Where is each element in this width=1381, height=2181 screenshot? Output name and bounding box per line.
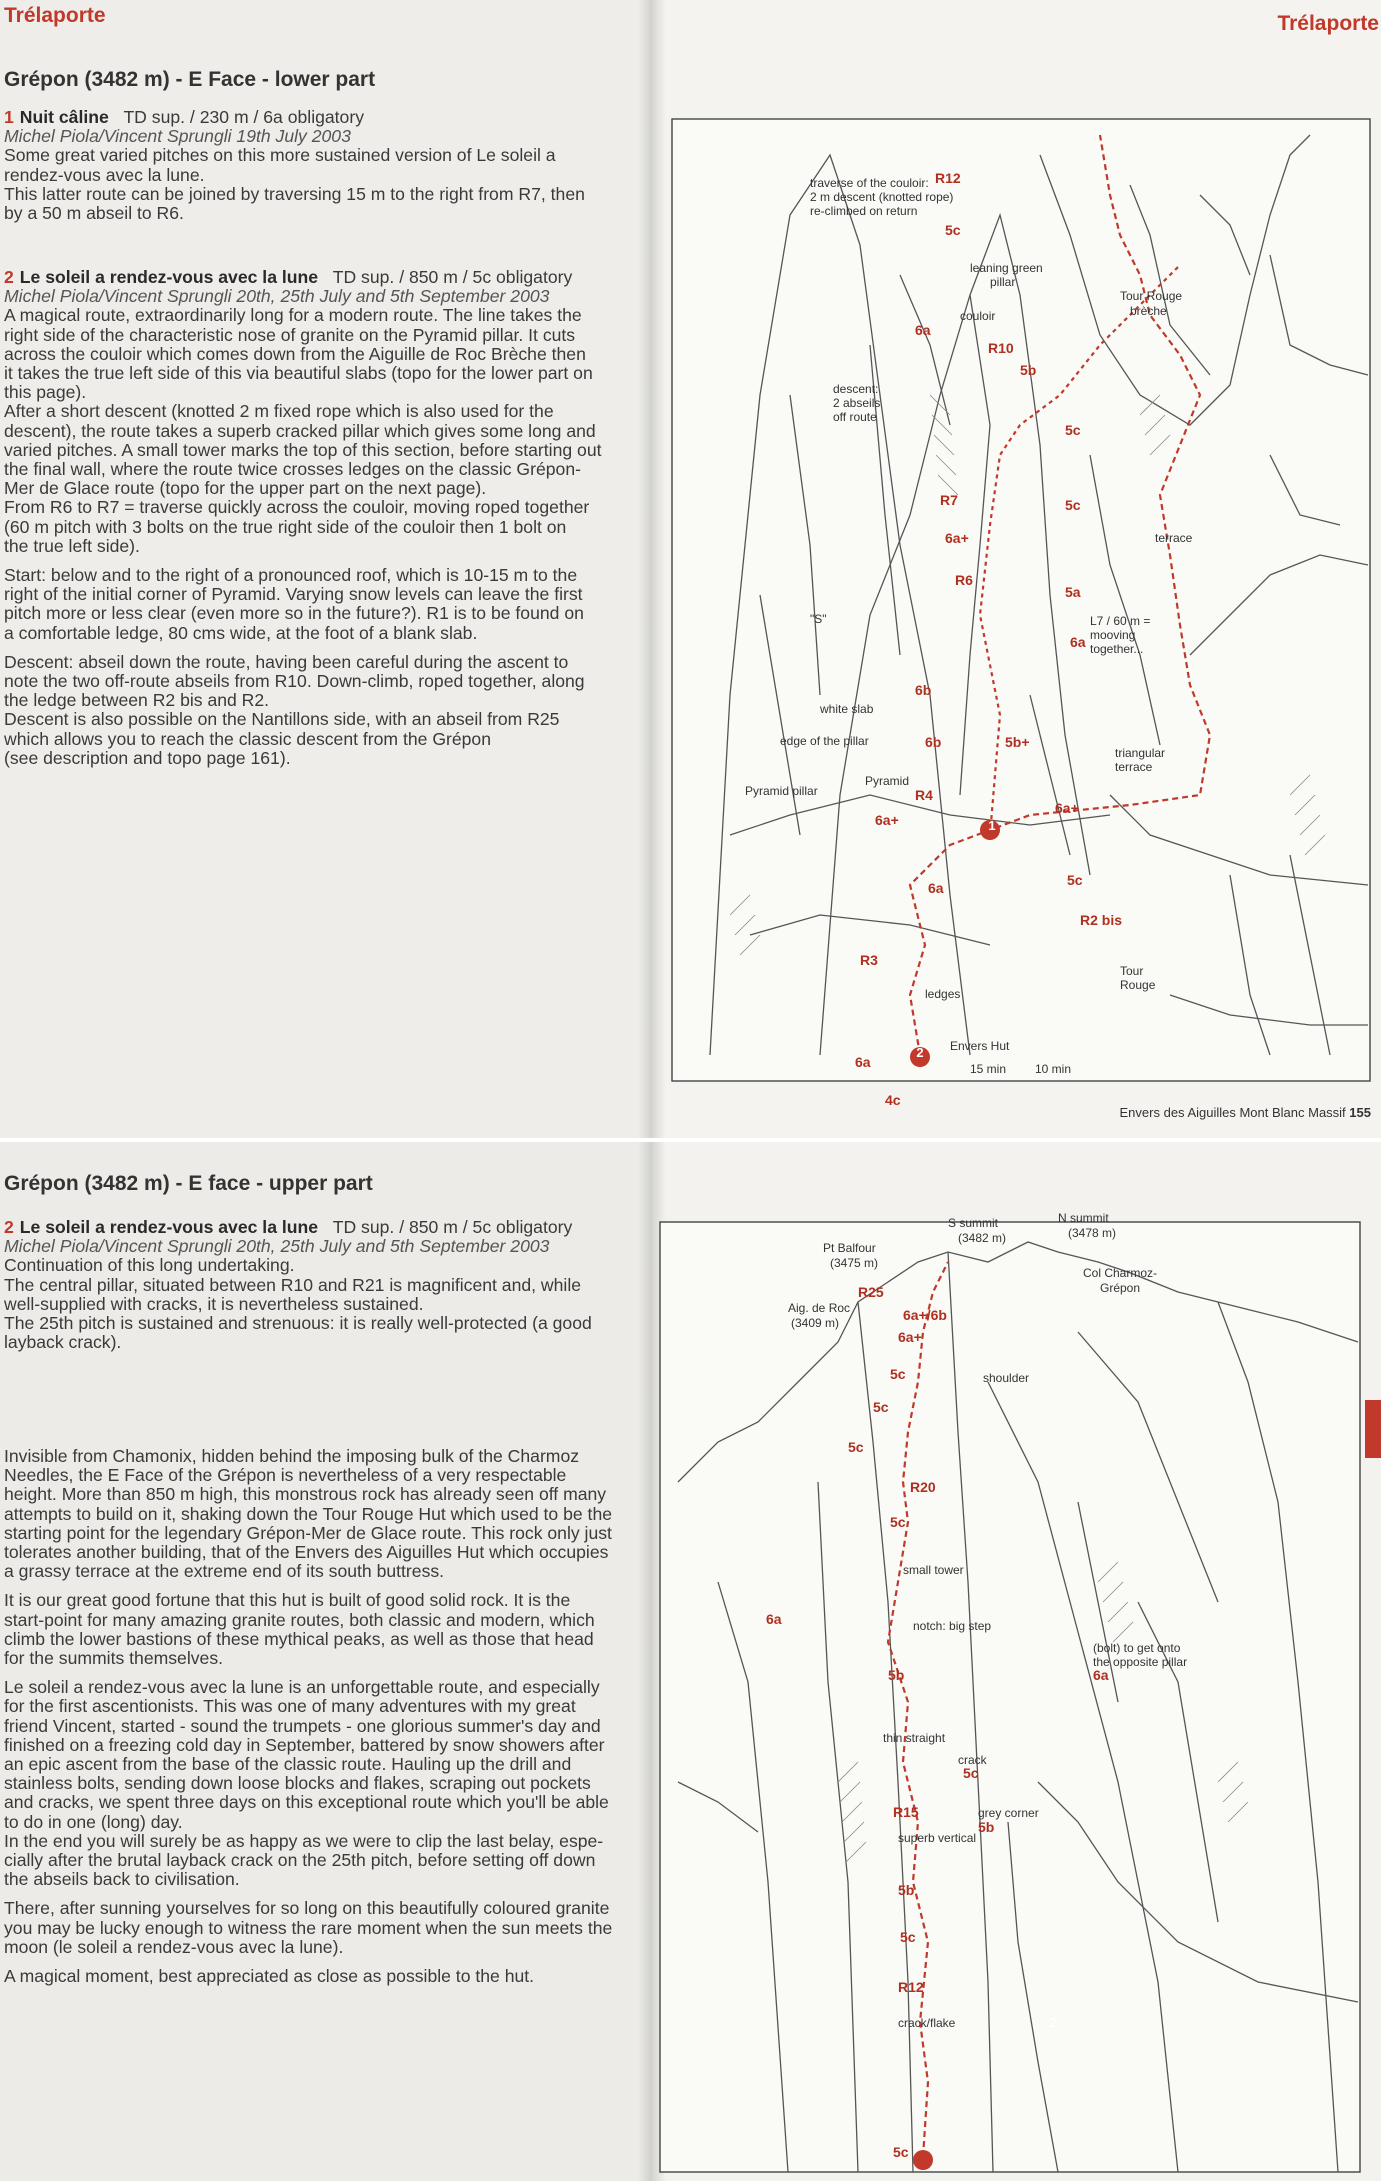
topo-text-label: L7 / 60 m = <box>1090 614 1151 628</box>
topo-text-label: 2 abseils <box>833 396 881 410</box>
text-line: this page). <box>4 382 87 403</box>
topo-text-label: ledges <box>925 987 961 1001</box>
topo-text-label: brèche <box>1130 304 1167 318</box>
page-footer <box>1120 1105 1371 1120</box>
route-number: 1 <box>4 107 14 127</box>
topo-grade-label: 6a <box>766 1611 782 1627</box>
route-authors: Michel Piola/Vincent Sprungli 20th, 25th July and 5th September 2003 <box>4 1236 550 1257</box>
text-line: the true left side). <box>4 535 140 556</box>
page-gutter <box>638 1142 652 2181</box>
route-grade: TD sup. / 850 m / 5c obligatory <box>332 267 573 287</box>
topo-text-label: Pyramid <box>865 774 910 788</box>
text-line: The central pillar, situated between R10 and R21 is magnificent and, while <box>4 1274 582 1295</box>
running-head-right: Trélaporte <box>1277 12 1379 35</box>
text-line: pitch more or less clear (even more so in the future?). R1 is to be found on <box>4 603 584 624</box>
topo-text-label: 2 m descent (knotted rope) <box>810 190 954 204</box>
topo-grade-label: 5b <box>1020 362 1037 378</box>
topo-grade-label: 6a <box>928 880 944 896</box>
page-gutter <box>638 0 652 1138</box>
topo-grade-label: 2 <box>1049 2015 1057 2030</box>
topo-grade-label: 6a+ <box>945 530 969 546</box>
topo-grade-label: 6a <box>915 322 931 338</box>
text-line: It is our great good fortune that this hut is built of good solid rock. It is the <box>4 1590 571 1611</box>
topo-grade-label: 5c <box>963 1765 979 1781</box>
text-line: cially after the brutal layback crack on the 25th pitch, before setting off down <box>4 1850 596 1871</box>
route-name: Le soleil a rendez-vous avec la lune <box>19 1217 319 1237</box>
topo-text-label: shoulder <box>983 1371 1030 1385</box>
text-line: by a 50 m abseil to R6. <box>4 203 184 224</box>
text-line: an epic ascent from the base of the classic route. Hauling up the drill and <box>4 1754 572 1775</box>
topo-grade-label: 5c <box>890 1514 906 1530</box>
text-line: for the summits themselves. <box>4 1648 224 1669</box>
topo-text-label: N summit <box>1058 1211 1109 1225</box>
topo-text-label: Pyramid pillar <box>745 784 818 798</box>
topo-text-label: couloir <box>960 309 996 323</box>
topo-grade-label: 5c <box>1065 497 1081 513</box>
text-line: climb the lower bastions of these mythical peaks, as well as those that head <box>4 1628 594 1649</box>
belay-markers <box>913 2150 933 2170</box>
topo-grade-label: 5c <box>1065 422 1081 438</box>
text-line: There, after sunning yourselves for so long on this beautifully coloured granite <box>4 1898 610 1919</box>
text-line: tolerates another building, that of the Envers des Aiguilles Hut which occupies <box>4 1542 609 1563</box>
topo-grade-label: 6a+/6b <box>903 1307 947 1323</box>
topo-grade-label: 5c <box>945 222 961 238</box>
text-line: From R6 to R7 = traverse quickly across the couloir, moving roped together <box>4 497 590 518</box>
text-line: Descent is also possible on the Nantillons side, with an abseil from R25 <box>4 709 560 730</box>
text-line: layback crack). <box>4 1332 122 1353</box>
route-2-description <box>4 306 634 768</box>
text-line: starting point for the legendary Grépon-Mer de Glace route. This rock only just <box>4 1522 612 1543</box>
topo-grade-label: 6a <box>855 1054 871 1070</box>
topo-grade-label: 5c <box>900 1929 916 1945</box>
text-line: the ledge between R2 bis and R2. <box>4 690 270 711</box>
text-line: well-supplied with cracks, it is nevertheless sustained. <box>4 1293 424 1314</box>
topo-grade-label: 5c <box>1067 872 1083 888</box>
topo-grade-label: 5b <box>978 1819 995 1835</box>
topo-text-label: together... <box>1090 642 1144 656</box>
text-line: it takes the true left side of this via beautiful slabs (topo for the lower part on <box>4 363 593 384</box>
page-upper-text <box>0 1142 652 2181</box>
topo-grade-label: 5b <box>898 1882 915 1898</box>
topo-text-label: 10 min <box>1035 1062 1072 1076</box>
topo-grade-label: R2 bis <box>1080 912 1123 928</box>
route-grade: TD sup. / 230 m / 6a obligatory <box>123 107 365 127</box>
section-title-upper: Grépon (3482 m) - E face - upper part <box>4 1172 373 1195</box>
topo-text-label: small tower <box>903 1563 964 1577</box>
route-name: Le soleil a rendez-vous avec la lune <box>19 267 319 287</box>
text-line: note the two off-route abseils from R10. Down-climb, roped together, along <box>4 671 585 692</box>
text-line: and cracks, we spent three days on this exceptional route which you'll be able <box>4 1792 609 1813</box>
text-line: Mer de Glace route (topo for the upper part on the next page). <box>4 478 487 499</box>
topo-text-label: white slab <box>820 702 874 716</box>
text-line: After a short descent (knotted 2 m fixed rope which is also used for the <box>4 401 554 422</box>
topo-grade-label: R12 <box>898 1979 924 1995</box>
text-line: the final wall, where the route twice crosses ledges on the classic Grépon- <box>4 459 581 480</box>
topo-grade-label: 5c <box>873 1399 889 1415</box>
topo-text-label: Pt Balfour <box>823 1241 876 1255</box>
topo-grade-label: R7 <box>940 492 958 508</box>
topo-text-label: (3478 m) <box>1068 1226 1117 1240</box>
topo-grade-label: 6b <box>915 682 932 698</box>
text-line: In the end you will surely be as happy as we were to clip the last belay, espe- <box>4 1830 604 1851</box>
text-line: A magical route, extraordinarily long for a modern route. The line takes the <box>4 305 582 326</box>
topo-text-label: S summit <box>948 1216 999 1230</box>
topo-grade-label: 4c <box>885 1092 901 1108</box>
topo-grade-label: 1 <box>988 818 996 833</box>
text-line: finished on a freezing cold day in September, battered by snow showers after <box>4 1734 605 1755</box>
page-gutter <box>652 0 666 1138</box>
route-2-upper-description <box>4 1256 634 1352</box>
topo-grade-label: 5b <box>888 1667 905 1683</box>
topo-text-label: Rouge <box>1120 978 1156 992</box>
topo-text-label: terrace <box>1115 760 1153 774</box>
topo-grade-label: R3 <box>860 952 878 968</box>
text-line: descent), the route takes a superb cracked pillar which gives some long and <box>4 420 596 441</box>
route-2-block <box>4 268 634 768</box>
topo-text-label: Tour <box>1120 964 1144 978</box>
topo-text-label: crack <box>958 1753 987 1767</box>
text-line: for the first ascentionists. This was one of many adventures with my great <box>4 1696 576 1717</box>
text-line: A magical moment, best appreciated as close as possible to the hut. <box>4 1966 535 1987</box>
topo-text-label: notch: big step <box>913 1619 992 1633</box>
topo-grade-label: 6a <box>1093 1667 1109 1683</box>
topo-text-label: (3409 m) <box>791 1316 840 1330</box>
topo-grade-label: 5b+ <box>1005 734 1030 750</box>
topo-lower-diagram <box>670 95 1375 1108</box>
route-grade: TD sup. / 850 m / 5c obligatory <box>332 1217 573 1237</box>
text-line: Some great varied pitches on this more sustained version of Le soleil a <box>4 145 556 166</box>
topo-text-label: edge of the pillar <box>780 734 869 748</box>
topo-upper-diagram <box>658 1182 1363 2177</box>
topo-grade-label: 6a+ <box>1055 800 1079 816</box>
topo-text-label: traverse of the couloir: <box>810 176 929 190</box>
route-number: 2 <box>4 1217 14 1237</box>
text-line: height. More than 850 m high, this monstrous rock has already seen off many <box>4 1484 607 1505</box>
text-line: Start: below and to the right of a pronounced roof, which is 10-15 m to the <box>4 565 578 586</box>
topo-text-label: Tour Rouge <box>1120 289 1183 303</box>
text-line: a comfortable ledge, 80 cms wide, at the foot of a blank slab. <box>4 622 478 643</box>
text-line: to do in one (long) day. <box>4 1811 183 1832</box>
text-line: This latter route can be joined by traversing 15 m to the right from R7, then <box>4 183 585 204</box>
topo-text-label: crack/flake <box>898 2016 956 2030</box>
text-line: the abseils back to civilisation. <box>4 1869 240 1890</box>
topo-grade-label: R15 <box>893 1804 919 1820</box>
page-number: 155 <box>1349 1105 1371 1120</box>
text-line: right of the initial corner of Pyramid. Varying snow levels can leave the first <box>4 584 583 605</box>
topo-text-label: pillar <box>990 275 1016 289</box>
footer-text: Envers des Aiguilles Mont Blanc Massif <box>1119 1105 1346 1120</box>
topo-grade-label: 5c <box>848 1439 864 1455</box>
topo-text-label: thin straight <box>883 1731 946 1745</box>
text-line: Invisible from Chamonix, hidden behind the imposing bulk of the Charmoz <box>4 1446 580 1466</box>
text-line: you may be lucky enough to witness the rare moment when the sun meets the <box>4 1917 613 1938</box>
topo-grade-label: 5c <box>890 1366 906 1382</box>
route-2-upper-block <box>4 1218 634 1352</box>
intro-description <box>4 1447 634 1986</box>
topo-grade-label: R25 <box>858 1284 884 1300</box>
topo-grade-label: R4 <box>915 787 933 803</box>
route-1-description <box>4 146 634 223</box>
text-line: start-point for many amazing granite routes, both classic and modern, which <box>4 1609 595 1630</box>
topo-grade-label: 5a <box>1065 584 1081 600</box>
text-line: varied pitches. A small tower marks the top of this section, before starting out <box>4 439 602 460</box>
topo-text-label: leaning green <box>970 261 1043 275</box>
route-name: Nuit câline <box>19 107 109 127</box>
topo-text-label: grey corner <box>978 1806 1039 1820</box>
topo-text-label: "S" <box>810 612 827 626</box>
topo-text-label: descent: <box>833 382 879 396</box>
chapter-tab <box>1365 1400 1381 1458</box>
route-1-block <box>4 108 634 223</box>
topo-text-label: the opposite pillar <box>1093 1655 1188 1669</box>
topo-text-label: (bolt) to get onto <box>1093 1641 1181 1655</box>
text-line: across the couloir which comes down from the Aiguille de Roc Brèche then <box>4 343 586 364</box>
topo-text-label: Envers Hut <box>950 1039 1010 1053</box>
page-lower-topo <box>652 0 1381 1138</box>
text-line: Descent: abseil down the route, having been careful during the ascent to <box>4 651 569 672</box>
topo-grade-label: R10 <box>988 340 1014 356</box>
topo-text-label: Aig. de Roc <box>788 1301 851 1315</box>
route-authors: Michel Piola/Vincent Sprungli 20th, 25th July and 5th September 2003 <box>4 286 550 307</box>
topo-text-label: 15 min <box>970 1062 1007 1076</box>
text-line: Continuation of this long undertaking. <box>4 1255 295 1276</box>
topo-grade-label: 6a+ <box>898 1329 922 1345</box>
page-upper-topo <box>652 1142 1381 2181</box>
topo-grade-label: R12 <box>935 170 961 186</box>
topo-text-label: terrace <box>1155 531 1193 545</box>
topo-text-label: Grépon <box>1100 1281 1141 1295</box>
topo-grade-label: 6a+ <box>875 812 899 828</box>
topo-text-label: re-climbed on return <box>810 204 918 218</box>
text-line: moon (le soleil a rendez-vous avec la lune). <box>4 1936 344 1957</box>
topo-grade-label: R6 <box>955 572 973 588</box>
topo-text-label: (3475 m) <box>830 1256 879 1270</box>
text-line: The 25th pitch is sustained and strenuous: it is really well-protected (a good <box>4 1313 592 1334</box>
route-authors: Michel Piola/Vincent Sprungli 19th July 2003 <box>4 126 351 147</box>
topo-text-label: mooving <box>1090 628 1136 642</box>
topo-grade-label: 6a <box>1070 634 1086 650</box>
text-line: which allows you to reach the classic descent from the Grépon <box>4 728 491 749</box>
topo-grade-label: 6b <box>925 734 942 750</box>
topo-text-label: superb vertical <box>898 1831 977 1845</box>
text-line: (see description and topo page 161). <box>4 747 291 768</box>
text-line: friend Vincent, started - sound the trumpets - one glorious summer's day and <box>4 1715 601 1736</box>
route-number: 2 <box>4 267 14 287</box>
topo-text-label: off route <box>833 410 877 424</box>
text-line: Le soleil a rendez-vous avec la lune is an unforgettable route, and especially <box>4 1677 600 1698</box>
topo-grade-label: 2 <box>916 1045 924 1060</box>
topo-grade-label: R20 <box>910 1479 936 1495</box>
text-line: a grassy terrace at the extreme end of its south buttress. <box>4 1561 445 1582</box>
topo-grade-label: 5c <box>893 2144 909 2160</box>
text-line: stainless bolts, sending down loose blocks and flakes, scraping out pockets <box>4 1773 591 1794</box>
text-line: attempts to build on it, shaking down the Tour Rouge Hut which used to be the <box>4 1503 613 1524</box>
text-line: Needles, the E Face of the Grépon is nevertheless of a very respectable <box>4 1465 567 1486</box>
section-title-lower: Grépon (3482 m) - E Face - lower part <box>4 68 376 91</box>
page-lower-text <box>0 0 652 1138</box>
running-head-left: Trélaporte <box>4 4 106 27</box>
text-line: right side of the characteristic nose of granite on the Pyramid pillar. It cuts <box>4 324 576 345</box>
text-line: rendez-vous avec la lune. <box>4 164 205 185</box>
topo-text-label: triangular <box>1115 746 1166 760</box>
topo-text-label: (3482 m) <box>958 1231 1007 1245</box>
text-line: (60 m pitch with 3 bolts on the true right side of the couloir then 1 bolt on <box>4 516 567 537</box>
topo-text-label: Col Charmoz- <box>1083 1266 1158 1280</box>
